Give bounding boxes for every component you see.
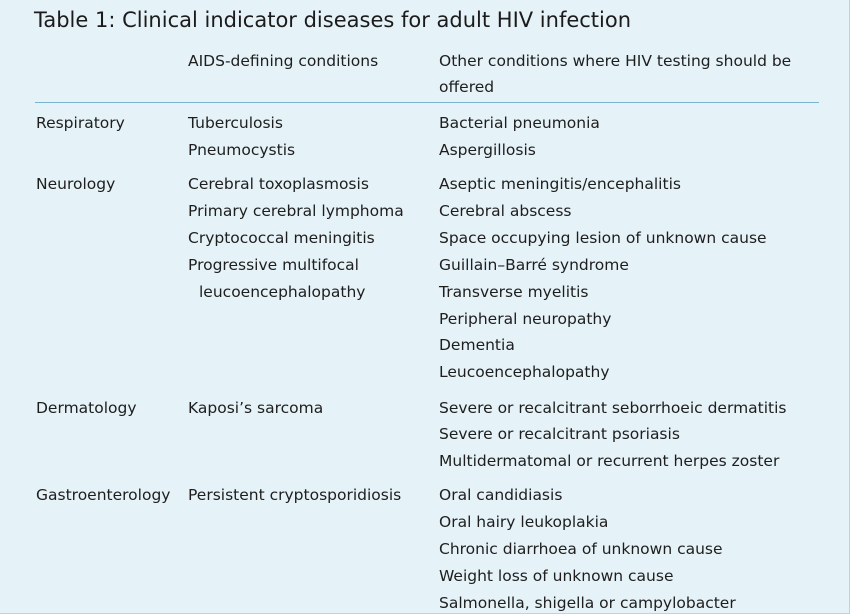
- other-condition-bacterial-pneumonia: Bacterial pneumonia: [439, 114, 600, 132]
- aids-condition-cerebral-toxoplasmosis: Cerebral toxoplasmosis: [188, 175, 369, 193]
- table-title: Table 1: Clinical indicator diseases for adult HIV infection: [34, 8, 632, 32]
- aids-condition-kaposis-sarcoma: Kaposi’s sarcoma: [188, 399, 324, 417]
- column-header-aids-defining: AIDS-defining conditions: [188, 52, 379, 70]
- other-condition-weight-loss: Weight loss of unknown cause: [439, 567, 674, 585]
- aids-condition-primary-cerebral-lymphoma: Primary cerebral lymphoma: [188, 202, 404, 220]
- other-condition-salmonella-shigella-campylobacter: Salmonella, shigella or campylobacter: [439, 594, 736, 612]
- other-condition-aspergillosis: Aspergillosis: [439, 141, 536, 159]
- other-condition-oral-hairy-leukoplakia: Oral hairy leukoplakia: [439, 513, 609, 531]
- other-condition-space-occupying-lesion: Space occupying lesion of unknown cause: [439, 229, 767, 247]
- category-neurology: Neurology: [36, 175, 116, 193]
- other-condition-seborrhoeic-dermatitis: Severe or recalcitrant seborrhoeic dermatitis: [439, 399, 787, 417]
- aids-condition-cryptococcal-meningitis: Cryptococcal meningitis: [188, 229, 375, 247]
- aids-condition-leucoencephalopathy-continued: leucoencephalopathy: [199, 283, 366, 301]
- other-condition-aseptic-meningitis: Aseptic meningitis/encephalitis: [439, 175, 681, 193]
- aids-condition-pneumocystis: Pneumocystis: [188, 141, 296, 159]
- category-gastroenterology: Gastroenterology: [36, 486, 171, 504]
- column-header-other-conditions-line-2: offered: [439, 78, 495, 96]
- category-dermatology: Dermatology: [36, 399, 137, 417]
- other-condition-chronic-diarrhoea: Chronic diarrhoea of unknown cause: [439, 540, 723, 558]
- other-condition-dementia: Dementia: [439, 336, 515, 354]
- other-condition-psoriasis: Severe or recalcitrant psoriasis: [439, 425, 680, 443]
- aids-condition-persistent-cryptosporidiosis: Persistent cryptosporidiosis: [188, 486, 402, 504]
- other-condition-peripheral-neuropathy: Peripheral neuropathy: [439, 310, 612, 328]
- aids-condition-progressive-multifocal: Progressive multifocal: [188, 256, 359, 274]
- aids-condition-tuberculosis: Tuberculosis: [188, 114, 283, 132]
- other-condition-cerebral-abscess: Cerebral abscess: [439, 202, 572, 220]
- column-header-other-conditions-line-1: Other conditions where HIV testing should be: [439, 52, 792, 70]
- other-condition-leucoencephalopathy: Leucoencephalopathy: [439, 363, 610, 381]
- header-divider: [35, 102, 819, 103]
- other-condition-guillain-barre: Guillain–Barré syndrome: [439, 256, 629, 274]
- category-respiratory: Respiratory: [36, 114, 125, 132]
- other-condition-transverse-myelitis: Transverse myelitis: [439, 283, 589, 301]
- other-condition-oral-candidiasis: Oral candidiasis: [439, 486, 563, 504]
- other-condition-herpes-zoster: Multidermatomal or recurrent herpes zoster: [439, 452, 780, 470]
